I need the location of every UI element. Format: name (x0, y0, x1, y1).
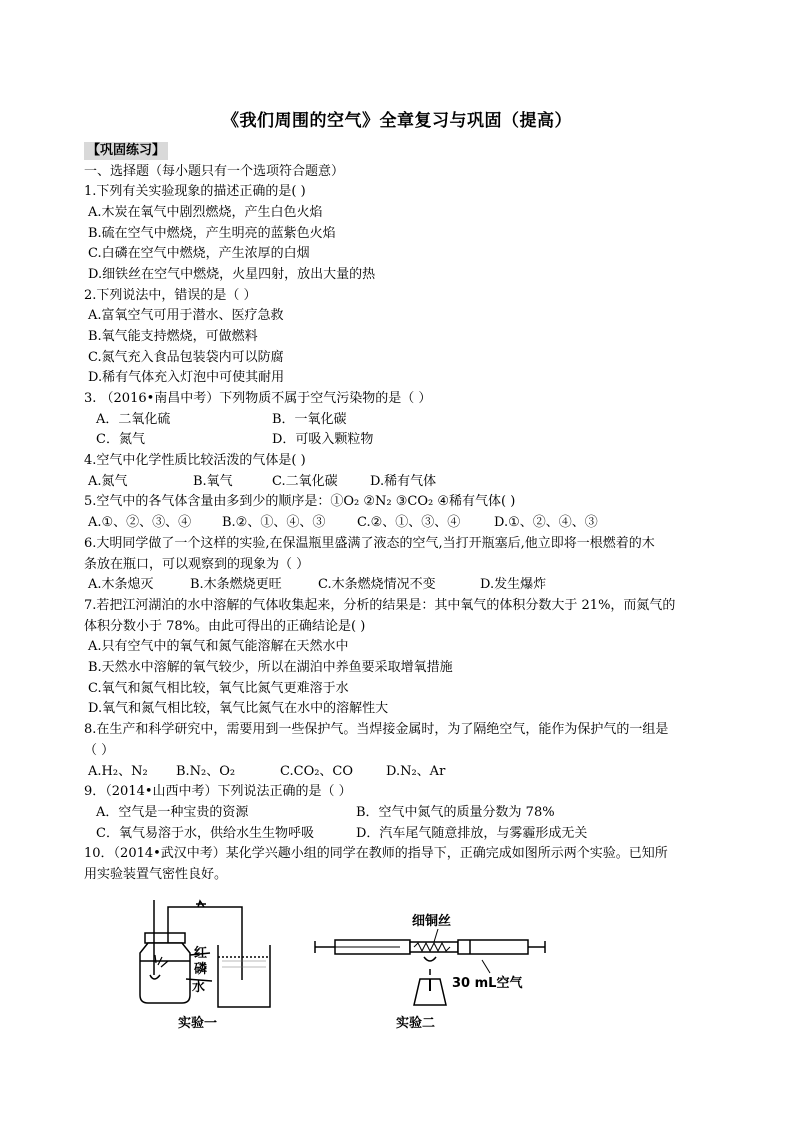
q7-option-d: D.氧气和氮气相比较，氧气比氮气在水中的溶解性大 (88, 701, 389, 716)
q9-option-c: C．氧气易溶于水，供给水生生物呼吸 (96, 826, 314, 841)
q7-stem-line2: 体积分数小于 78%。由此可得出的正确结论是( ) (84, 619, 366, 634)
q5-option-d: D.①、②、④、③ (494, 515, 598, 530)
q5-option-c: C.②、①、③、④ (357, 515, 461, 530)
q6-option-a: A.木条熄灭 (88, 577, 154, 592)
q9-option-a: A．空气是一种宝贵的资源 (96, 805, 249, 820)
q6-option-c: C.木条燃烧情况不变 (318, 577, 436, 592)
q4-option-c: C.二氧化碳 (272, 474, 338, 489)
air-volume-label: 30 mL空气 (452, 976, 523, 991)
q8-option-a: A.H₂、N₂ (88, 764, 148, 779)
q2-option-b: B.氧气能支持燃烧，可做燃料 (88, 329, 258, 344)
q4-option-d: D.稀有气体 (370, 474, 437, 489)
experiment-two-apparatus (315, 929, 545, 1005)
q6-stem-line2: 条放在瓶口，可以观察到的现象为（ ） (84, 557, 310, 572)
q8-stem-line2: （ ） (84, 743, 115, 758)
q1-option-b: B.硫在空气中燃烧，产生明亮的蓝紫色火焰 (88, 226, 336, 241)
q9-stem: 9．（2014•山西中考）下列说法正确的是（ ） (84, 784, 352, 799)
q1-option-d: D.细铁丝在空气中燃烧，火星四射，放出大量的热 (88, 267, 376, 282)
q7-option-c: C.氧气和氮气相比较，氧气比氮气更难溶于水 (88, 681, 349, 696)
copper-wire-label: 细铜丝 (412, 914, 452, 929)
q5-option-b: B.②、①、④、③ (222, 515, 326, 530)
q2-option-a: A.富氧空气可用于潜水、医疗急救 (88, 308, 284, 323)
q6-stem-line1: 6.大明同学做了一个这样的实验,在保温瓶里盛满了液态的空气,当打开瓶塞后,他立即将一根燃着的木 (84, 536, 655, 551)
q10-stem-line1: 10．（2014•武汉中考）某化学兴趣小组的同学在教师的指导下，正确完成如图所示两个实验。已知所 (84, 846, 668, 861)
q5-option-a: A.①、②、③、④ (88, 515, 192, 530)
q9-option-d: D．汽车尾气随意排放，与雾霾形成无关 (356, 826, 588, 841)
q3-option-b: B．一氧化碳 (272, 412, 347, 427)
q3-option-a: A．二氧化硫 (96, 412, 171, 427)
experiment-one-label: 实验一 (178, 1016, 218, 1031)
q4-option-b: B.氧气 (193, 474, 233, 489)
q7-option-a: A.只有空气中的氧气和氮气能溶解在天然水中 (88, 639, 349, 654)
q4-option-a: A.氮气 (88, 474, 128, 489)
q1-option-a: A.木炭在氧气中剧烈燃烧，产生白色火焰 (88, 205, 323, 220)
experiment-figure (130, 895, 550, 1035)
red-phosphorus-label-2: 磷 (194, 962, 208, 977)
section-tag: 【巩固练习】 (84, 142, 168, 160)
experiment-diagram (130, 895, 550, 1035)
q10-stem-line2: 用实验装置气密性良好。 (84, 867, 228, 882)
q9-option-b: B．空气中氮气的质量分数为 78% (356, 805, 555, 820)
q2-option-d: D.稀有气体充入灯泡中可使其耐用 (88, 370, 285, 385)
q8-stem-line1: 8.在生产和科学研究中，需要用到一些保护气。当焊接金属时，为了隔绝空气，能作为保护气的一组是 (84, 722, 669, 737)
q8-option-b: B.N₂、O₂ (176, 764, 236, 779)
red-phosphorus-label-1: 红 (194, 946, 208, 961)
q7-option-b: B.天然水中溶解的氧气较少，所以在湖泊中养鱼要采取增氧措施 (88, 660, 453, 675)
q3-stem: 3. （2016•南昌中考）下列物质不属于空气污染物的是（ ） (84, 391, 432, 406)
q8-option-d: D.N₂、Ar (386, 764, 446, 779)
q1-option-c: C.白磷在空气中燃烧，产生浓厚的白烟 (88, 246, 310, 261)
water-label: 水 (192, 980, 206, 995)
q3-option-c: C．氮气 (96, 432, 145, 447)
q6-option-d: D.发生爆炸 (480, 577, 547, 592)
q3-option-d: D．可吸入颗粒物 (272, 432, 374, 447)
q2-option-c: C.氮气充入食品包装袋内可以防腐 (88, 350, 284, 365)
q8-option-c: C.CO₂、CO (280, 764, 354, 779)
part-heading: 一、选择题（每小题只有一个选项符合题意） (84, 164, 345, 179)
q2-stem: 2.下列说法中，错误的是（ ） (84, 288, 257, 303)
q5-stem: 5.空气中的各气体含量由多到少的顺序是：①O₂ ②N₂ ③CO₂ ④稀有气体( ) (84, 494, 516, 509)
q1-stem: 1.下列有关实验现象的描述正确的是( ) (84, 184, 306, 199)
q7-stem-line1: 7.若把江河湖泊的水中溶解的气体收集起来，分析的结果是：其中氧气的体积分数大于 21%，而氮气的 (84, 598, 676, 613)
q4-stem: 4.空气中化学性质比较活泼的气体是( ) (84, 453, 306, 468)
q6-option-b: B.木条燃烧更旺 (190, 577, 282, 592)
experiment-two-label: 实验二 (396, 1016, 436, 1031)
page-title: 《我们周围的空气》全章复习与巩固（提高） (222, 111, 572, 131)
